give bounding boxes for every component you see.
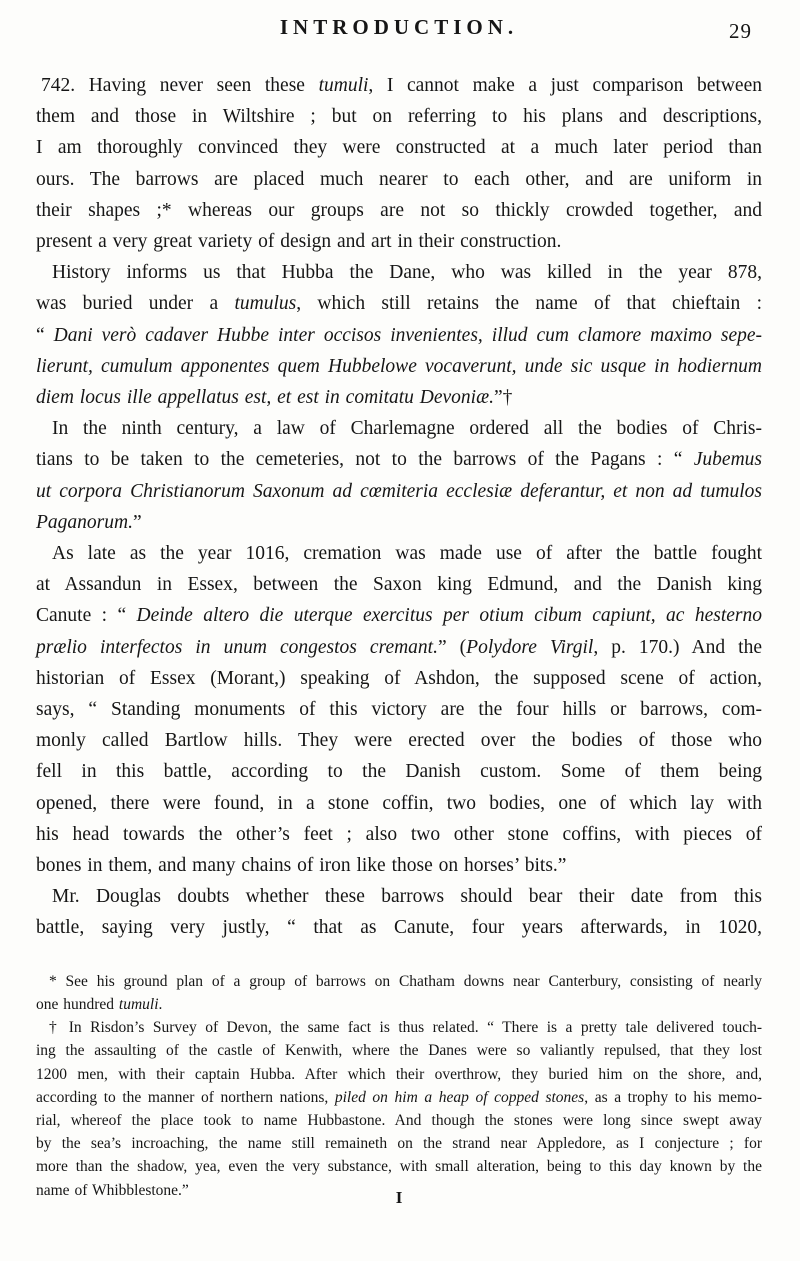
footnote: [36, 970, 762, 1016]
page-number: 29: [729, 19, 752, 43]
paragraph: [36, 413, 762, 538]
text-line: historian of Essex (Morant,) speaking of Ashdon, the supposed scene of action,: [36, 667, 762, 689]
paragraph: [36, 881, 762, 943]
text-line: † In Risdon’s Survey of Devon, the same fact is thus related. “ There is a pretty tale delivered touch-: [49, 1019, 762, 1037]
text-line: name of Whibblestone.”: [36, 1181, 189, 1199]
text-line: according to the manner of northern nations, piled on him a heap of copped stones, as a trophy to his memo-: [36, 1088, 762, 1106]
footnotes: [36, 970, 762, 1202]
text-line: their shapes ;* whereas our groups are not so thickly crowded together, and: [36, 199, 762, 221]
text-line: History informs us that Hubba the Dane, who was killed in the year 878,: [52, 262, 762, 284]
text-line: Canute : “ Deinde altero die uterque exercitus per otium cibum capiunt, ac hesterno: [36, 605, 763, 627]
text-line: ours. The barrows are placed much nearer to each other, and are uniform in: [36, 168, 762, 190]
text-line: fell in this battle, according to the Danish custom. Some of them being: [36, 761, 762, 783]
paragraph: [36, 70, 762, 257]
text-line: I am thoroughly convinced they were constructed at a much later period than: [36, 137, 762, 159]
text-line: * See his ground plan of a group of barrows on Chatham downs near Canterbury, consisting of nearly: [49, 972, 762, 990]
text-line: one hundred tumuli.: [36, 995, 163, 1013]
text-line: by the sea’s incroaching, the name still remaineth on the strand near Appledore, as I conjecture ; for: [36, 1135, 762, 1153]
page-header: [36, 15, 762, 41]
body-text: [36, 70, 762, 944]
text-line: In the ninth century, a law of Charlemagne ordered all the bodies of Chris-: [52, 418, 762, 440]
text-line: Mr. Douglas doubts whether these barrows should bear their date from this: [52, 886, 762, 908]
text-line: more than the shadow, yea, even the very substance, with small alteration, being to this day known by the: [36, 1158, 762, 1176]
text-line: lierunt, cumulum apponentes quem Hubbelowe vocaverunt, unde sic usque in hodiernum: [36, 355, 762, 377]
text-line: As late as the year 1016, cremation was made use of after the battle fought: [52, 543, 762, 565]
running-title: INTRODUCTION.: [279, 15, 519, 39]
text-line: “ Dani verò cadaver Hubbe inter occisos invenientes, illud cum clamore maximo sepe-: [36, 324, 762, 346]
text-line: 1200 men, with their captain Hubba. After which their overthrow, they buried him on the shore, and,: [36, 1065, 762, 1083]
text-line: monly called Bartlow hills. They were erected over the bodies of those who: [36, 730, 762, 752]
text-line: Paganorum.”: [36, 511, 142, 533]
text-line: diem locus ille appellatus est, et est in comitatu Devoniæ.”†: [36, 387, 513, 409]
text-line: present a very great variety of design and art in their construction.: [36, 231, 562, 253]
text-line: battle, saying very justly, “ that as Canute, four years afterwards, in 1020,: [36, 917, 762, 939]
text-line: at Assandun in Essex, between the Saxon king Edmund, and the Danish king: [36, 574, 762, 596]
paragraph: [36, 538, 762, 881]
text-line: ut corpora Christianorum Saxonum ad cœmiteria ecclesiæ deferantur, et non ad tumulos: [36, 480, 762, 502]
text-line: his head towards the other’s feet ; also two other stone coffins, with pieces of: [36, 823, 762, 845]
text-line: ing the assaulting of the castle of Kenwith, where the Danes were so valiantly repulsed, that they lost: [36, 1042, 762, 1060]
text-line: opened, there were found, in a stone coffin, two bodies, one of which lay with: [36, 792, 762, 814]
signature-mark: I: [395, 1187, 403, 1207]
text-line: says, “ Standing monuments of this victory are the four hills or barrows, com-: [36, 699, 762, 721]
footnote: [36, 1016, 762, 1202]
text-line: was buried under a tumulus, which still retains the name of that chieftain :: [36, 293, 763, 315]
text-line: them and those in Wiltshire ; but on referring to his plans and descriptions,: [36, 106, 762, 128]
paragraph: [36, 257, 762, 413]
text-line: rial, whereof the place took to name Hubbastone. And though the stones were long since swept away: [36, 1111, 762, 1129]
text-line: prælio interfectos in unum congestos cremant.” (Polydore Virgil, p. 170.) And the: [36, 636, 762, 658]
text-line: bones in them, and many chains of iron like those on horses’ bits.”: [36, 855, 567, 877]
text-line: 742. Having never seen these tumuli, I cannot make a just comparison between: [41, 75, 762, 96]
text-line: tians to be taken to the cemeteries, not to the barrows of the Pagans : “ Jubemus: [36, 449, 762, 471]
